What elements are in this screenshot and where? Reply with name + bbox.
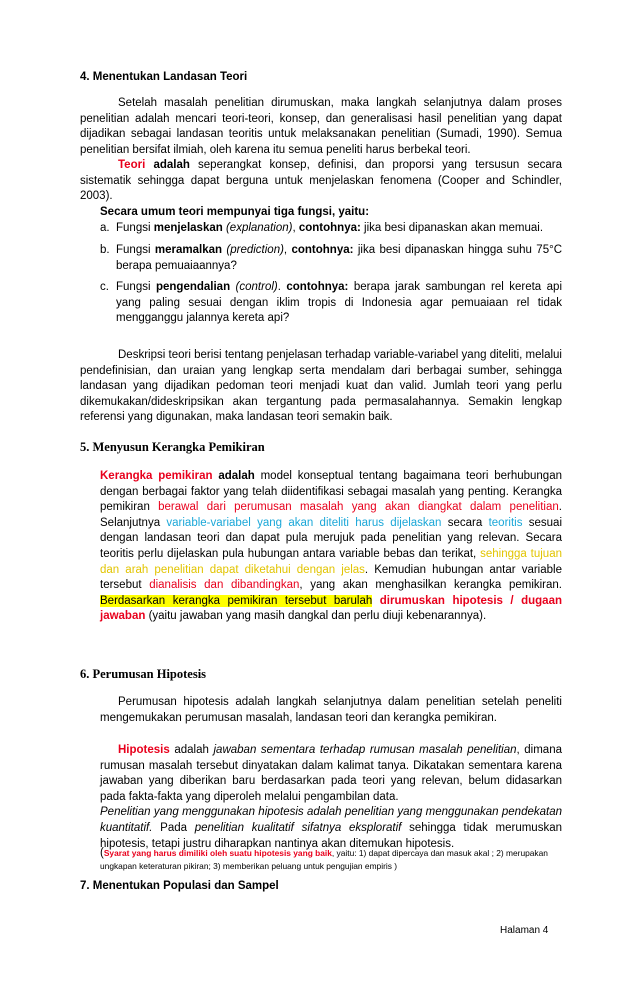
hipotesis-term: Hipotesis — [118, 744, 170, 756]
s4-fungsi-heading: Secara umum teori mempunyai tiga fungsi, yaitu: — [100, 206, 370, 218]
list-item: c. Fungsi pengendalian (control). contohnya: berapa jarak sambungan rel kereta api yang paling sesuai dengan iklim tropis di Indonesia agar pemuaiaan rel tidak mengganggu jalannya kereta api? — [100, 281, 562, 325]
section-7-heading: 7. Menentukan Populasi dan Sampel — [80, 880, 279, 892]
page-number: Halaman 4 — [500, 925, 549, 936]
section-4-heading: 4. Menentukan Landasan Teori — [80, 71, 248, 83]
section-6-heading: 6. Perumusan Hipotesis — [80, 667, 207, 681]
s6-note: (Syarat yang harus dimiliki oleh suatu hipotesis yang baik, yaitu: 1) dapat dipercaya dan masuk akal ; 2) merupakan ungkapan keteraturan pikiran; 3) memberikan peluang untuk pengujian empiris ) — [100, 847, 548, 871]
section-5-heading: 5. Menyusun Kerangka Pemikiran — [80, 440, 265, 454]
s4-paragraph-3: Deskripsi teori berisi tentang penjelasan terhadap variable-variabel yang diteliti, melalui pendefinisian, dan uraian yang lengkap serta mendalam dari berbagai sumber, sehingga landasan yang dijadikan pedoman teori menjadi kuat dan valid. Jumlah teori yang perlu dikemukakan/dideskripsikan akan tergantung pada permasalahannya. Semakin lengkap referensi yang digunakan, maka landasan teori semakin baik. — [80, 349, 562, 424]
s5-paragraph: Kerangka pemikiran adalah model konseptual tentang bagaimana teori berhubungan dengan berbagai faktor yang telah diidentifikasi sebagai masalah yang penting. Kerangka pemikiran berawal dari perumusan masalah yang akan diangkat dalam penelitian. Selanjutnya variable-variabel yang akan diteliti harus dijelaskan secara teoritis sesuai dengan landasan teori dan dapat pula merujuk pada penelitian yang relevan. Secara teoritis perlu dijelaskan pula hubungan antara variable bebas dan terikat, sehingga tujuan dan arah penelitian dapat diketahui dengan jelas. Kemudian hubungan antar variable tersebut dianalisis dan dibandingkan, yang akan menghasilkan kerangka pemikiran. Berdasarkan kerangka pemikiran tersebut barulah dirumuskan hipotesis / dugaan jawaban (yaitu jawaban yang masih dangkal dan perlu diuji kebenarannya). — [100, 470, 563, 623]
kerangka-term: Kerangka pemikiran — [100, 470, 213, 482]
s6-paragraph-2: Hipotesis adalah jawaban sementara terhadap rumusan masalah penelitian, dimana rumusan masalah tersebut dinyatakan dalam kalimat tanya. Dikatakan sementara karena jawaban yang diberikan baru berdasarkan pada teori yang relevan, belum didasarkan pada fakta-fakta yang diperoleh melalui pengambilan data. Penelitian yang menggunakan hipotesis adalah penelitian yang menggunakan pendekatan kuantitatif. Pada penelitian kualitatif sifatnya eksploratif sehingga tidak merumuskan hipotesis, tetapi justru diharapkan nantinya akan ditemukan hipotesis. — [100, 744, 562, 850]
s6-paragraph-1: Perumusan hipotesis adalah langkah selanjutnya dalam penelitian setelah peneliti mengemukakan perumusan masalah, landasan teori dan kerangka pemikiran. — [100, 696, 562, 724]
list-item: b. Fungsi meramalkan (prediction), contohnya: jika besi dipanaskan hingga suhu 75°C berapa pemuaiaannya? — [100, 244, 563, 272]
s4-paragraph-2: Teori adalah seperangkat konsep, definisi, dan proporsi yang tersusun secara sistematik sehingga dapat berguna untuk menjelaskan fenomena (Cooper and Schindler, 2003). — [80, 159, 563, 203]
teori-term: Teori — [118, 159, 146, 171]
s4-paragraph-1: Setelah masalah penelitian dirumuskan, maka langkah selanjutnya dalam proses penelitian adalah mencari teori-teori, konsep, dan generalisasi hasil penelitian yang dapat dijadikan sebagai landasan teoritis untuk melaksanakan penelitian (Sumadi, 1990). Semua penelitian bersifat ilmiah, oleh karena itu semua peneliti harus berbekal teori. — [80, 97, 562, 156]
list-item: a. Fungsi menjelaskan (explanation), contohnya: jika besi dipanaskan akan memuai. — [100, 222, 544, 234]
highlighted-text: Berdasarkan kerangka pemikiran tersebut barulah — [100, 594, 373, 607]
